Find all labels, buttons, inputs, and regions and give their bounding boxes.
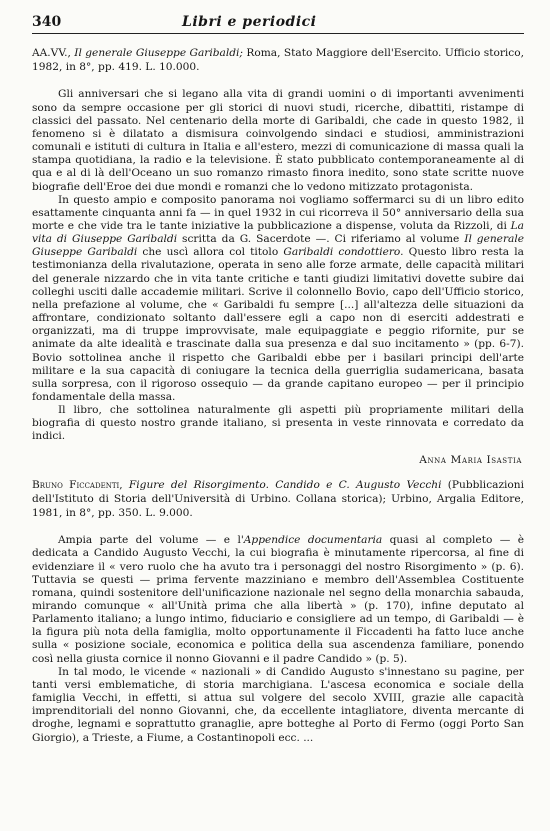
- review2-paragraph: [32, 534, 524, 666]
- review1-publication: Roma, Stato Maggiore dell'Esercito. Ufficio storico, 1982, in 8°, pp. 419. L. 10.000.: [32, 47, 524, 74]
- review1-paragraph: Gli anniversari che si legano alla vita di grandi uomini o di importanti avvenimenti sono da sempre occasione per gli storici di nuovi studi, ricerche, dibattiti, ristampe di classici del passato. Nel centenario della morte di Garibaldi, che cade in questo 1982, il fenomeno si è dilatato a dismisura coinvolgendo sindaci e studiosi, amministrazioni comunali e istituti di cultura in Italia e all'estero, mezzi di comunicazione di massa quali la stampa quotidiana, la radio e la televisione. È stato pubblicato contemporaneamente al di qua e al di là dell'Oceano un suo romanzo rimasto finora inedito, sono state scritte nuove biografie dell'Eroe dei due mondi e romanzi che lo vedono mitizzato protagonista.: [32, 88, 524, 193]
- text-run: Ampia parte del volume — e l': [58, 534, 244, 547]
- review1-book-title: Il generale Giuseppe Garibaldi;: [74, 47, 243, 59]
- review2-paragraph: In tal modo, le vicende « nazionali » di Candido Augusto s'innestano su pagine, per tanti versi emblematiche, di storia marchigiana. L'ascesa economica e sociale della famiglia Vecchi, in effetti, si attua sul volgere del secolo XVIII, grazie alle capacità imprenditoriali del nonno Giovanni, che, da eccellente intagliatore, diventa mercante di droghe, legnami e soprattutto granaglie, apre botteghe al Porto di Fermo (oggi Porto San Giorgio), a Trieste, a Fiume, a Costantinopoli ecc. ...: [32, 665, 524, 744]
- text-run: Questo libro resta la testimonianza della rivalutazione, operata in seno alle forze armate, delle capacità militari del generale nizzardo che in vita tante critiche e tanti giudizi limitativi dovette subire dai colleghi usciti dalle accademie militari. Scrive il colonnello Bovio, capo dell'Ufficio storico, nella prefazione al volume, che « Garibaldi fu sempre [...] all'altezza delle situazioni da affrontare, condizionato soltanto dall'essere egli a capo non di eserciti addestrati e organizzati, ma di truppe improvvisate, male equipaggiate e peggio rifornite, pur se animate da alte idealità e trascinate dalla sua presenza e dal suo incitamento » (pp. 6-7). Bovio sottolinea anche il rispetto che Garibaldi ebbe per i basilari principi dell'arte militare e la sua capacità di coniugare la tecnica della guerriglia sudamericana, basata sulla sorpresa, con il rigoroso ossequio — da grande capitano europeo — per il principio fondamentale della massa.: [32, 246, 524, 403]
- review2-body: [32, 534, 524, 745]
- journal-title: Libri e periodici: [182, 14, 317, 30]
- italic-title: Appendice documentaria: [243, 534, 383, 547]
- text-run: In questo ampio e composito panorama noi vogliamo soffermarci su di un libro edito esattamente cinquanta anni fa — in quel 1932 in cui ricorreva il 50° anniversario della sua morte e che vide tra le tante iniziative la pubblicazione a dispense, voluta da Rizzoli, di: [32, 193, 524, 232]
- running-head: [32, 14, 524, 34]
- review2-book-title: Figure del Risorgimento. Candido e C. Augusto Vecchi: [128, 478, 442, 491]
- review2-publication: (Pubblicazioni dell'Istituto di Storia dell'Università di Urbino. Collana storica); Urbino, Argalia Editore, 1981, in 8°, pp. 350. L. 9.000.: [32, 478, 524, 520]
- text-run: che uscì allora col titolo: [137, 246, 284, 259]
- review1-reference: [32, 46, 524, 74]
- page-number: 340: [32, 14, 62, 30]
- review1-body: [32, 88, 524, 443]
- italic-title: La vita di Giuseppe Garibaldi: [32, 219, 524, 246]
- review1-author: AA.VV.,: [32, 47, 71, 59]
- review1-signature: Anna Maria Isastia: [419, 453, 522, 466]
- text-run: quasi al completo — è dedicata a Candido Augusto Vecchi, la cui biografia è minutamente ripercorsa, al fine di evidenziare il « vero ruolo che ha avuto tra i personaggi del nostro Risorgimento » (p. 6). Tuttavia se questi — prima fervente mazziniano e membro dell'Assemblea Costituente romana, quindi sostenitore dell'unificazione nazionale nel segno della monarchia sabauda, mirando comunque « all'Unità prima che alla libertà » (p. 170), infine deputato al Parlamento italiano; a lungo intimo, fiduciario e consigliere ad un tempo, di Garibaldi — è la figura più nota della famiglia, molto opportunamente il Ficcadenti ha fatto luce anche sulla « posizione sociale, economica e politica della sua ascendenza familiare, ponendo così nella giusta cornice il nonno Giovanni e il padre Candido » (p. 5).: [32, 534, 524, 665]
- italic-title: Garibaldi condottiero.: [283, 246, 404, 259]
- italic-title: Il generale Giuseppe Garibaldi: [32, 233, 524, 259]
- text-run: scritta da G. Sacerdote —. Ci riferiamo al volume: [177, 233, 465, 246]
- review1-paragraph: Il libro, che sottolinea naturalmente gli aspetti più propriamente militari della biografia di questo nostro grande italiano, si presenta in veste rinnovata e corredato da indici.: [32, 404, 524, 443]
- review2-author: Bruno Ficcadenti,: [32, 478, 123, 491]
- review1-paragraph: [32, 194, 524, 405]
- review2-reference: [32, 478, 524, 521]
